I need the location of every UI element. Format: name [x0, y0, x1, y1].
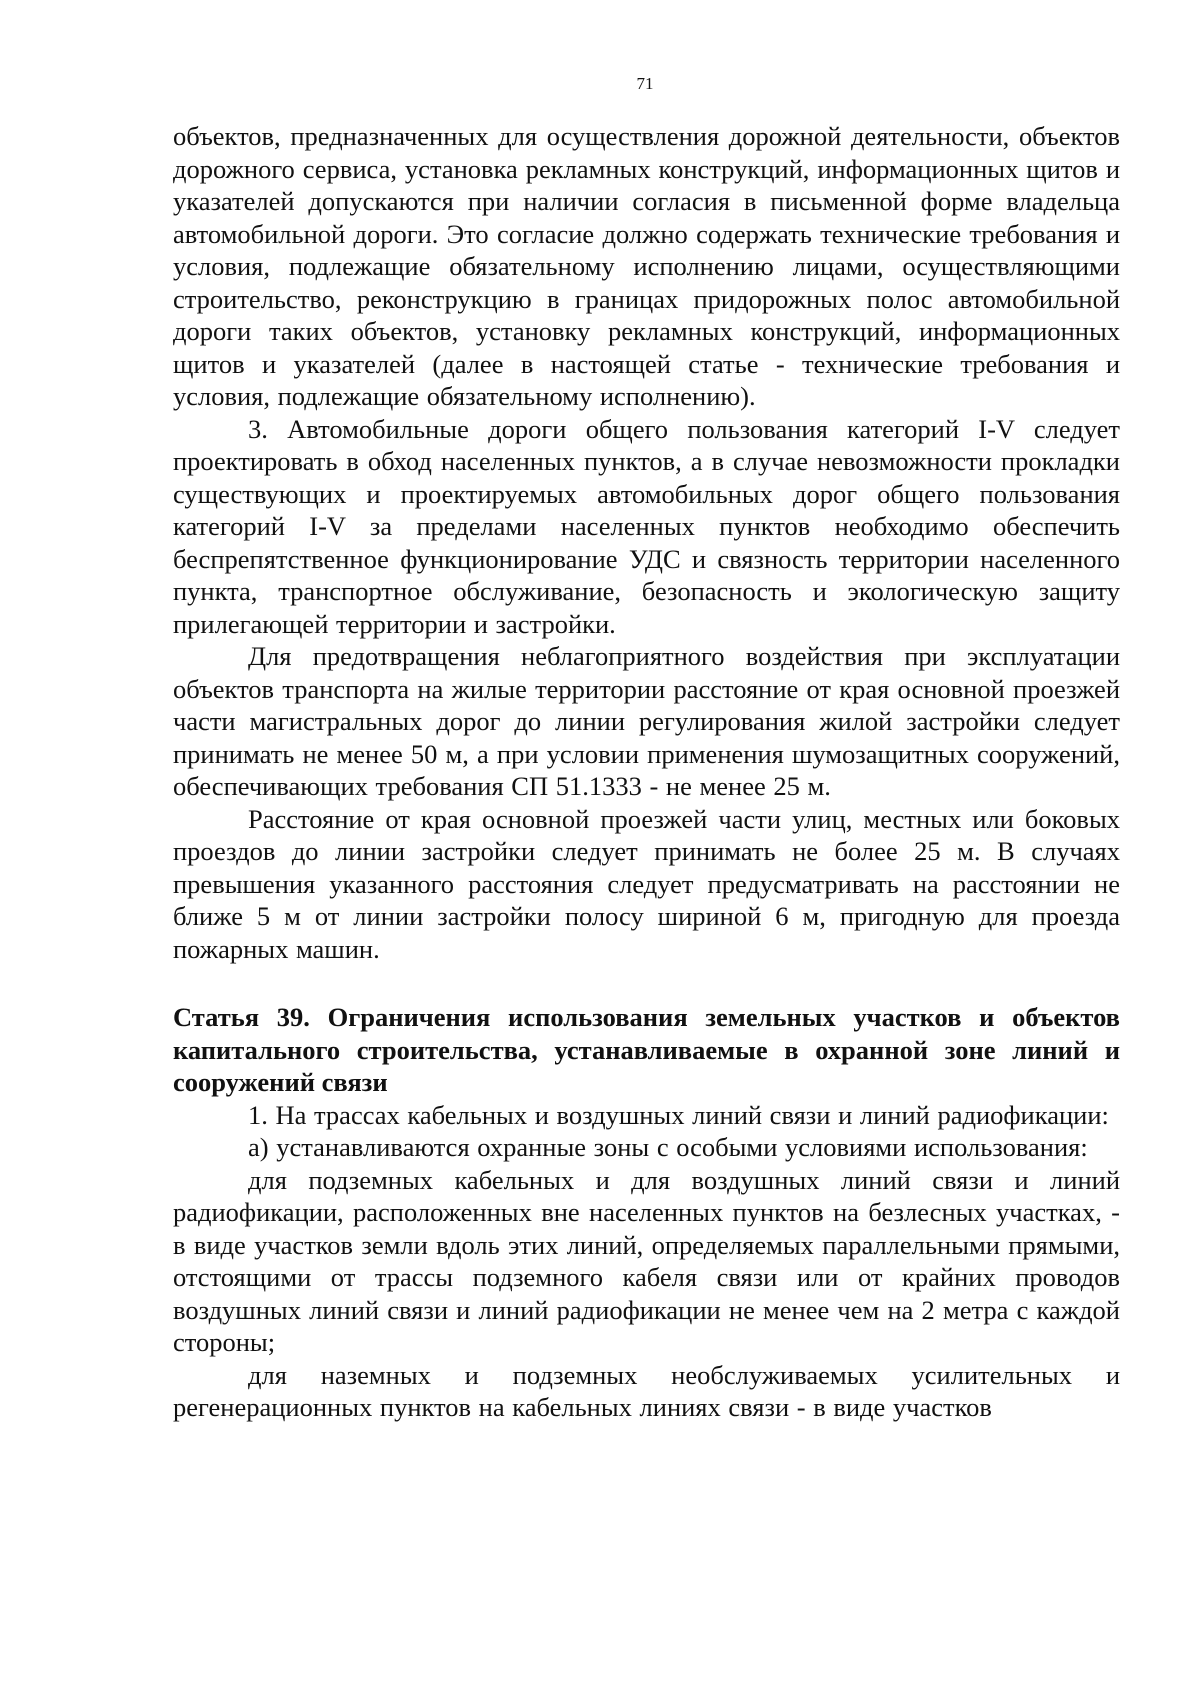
article-heading: Статья 39. Ограничения использования земельных участков и объектов капитального строительства, устанавливаемые в охранной зоне линий и сооружений связи [173, 1002, 1120, 1097]
page-number: 71 [636, 74, 654, 93]
paragraph: 1. На трассах кабельных и воздушных линий связи и линий радиофикации: [248, 1099, 1109, 1130]
paragraph: 3. Автомобильные дороги общего пользования категорий I-V следует проектировать в обход населенных пунктов, а в случае невозможности прокладки существующих и проектируемых автомобильных дорог общего пользования категорий I-V за пределами населенных пунктов необходимо обеспечить беспрепятственное функционирование УДС и связность территории населенного пункта, транспортное обслуживание, безопасность и экологическую защиту прилегающей территории и застройки. [173, 413, 1120, 639]
paragraph: Для предотвращения неблагоприятного воздействия при эксплуатации объектов транспорта на жилые территории расстояние от края основной проезжей части магистральных дорог до линии регулирования жилой застройки следует принимать не менее 50 м, а при условии применения шумозащитных сооружений, обеспечивающих требования СП 51.1333 - не менее 25 м. [173, 641, 1120, 801]
paragraph: а) устанавливаются охранные зоны с особыми условиями использования: [248, 1132, 1088, 1162]
paragraph: объектов, предназначенных для осуществления дорожной деятельности, объектов дорожного сервиса, установка рекламных конструкций, информационных щитов и указателей допускаются при наличии согласия в письменной форме владельца автомобильной дороги. Это согласие должно содержать технические требования и условия, подлежащие обязательному исполнению лицами, осуществляющими строительство, реконструкцию в границах придорожных полос автомобильной дороги таких объектов, установку рекламных конструкций, информационных щитов и указателей (далее в настоящей статье - технические требования и условия, подлежащие обязательному исполнению). [173, 121, 1120, 411]
page-content [173, 120, 1120, 1424]
paragraph: для подземных кабельных и для воздушных линий связи и линий радиофикации, расположенных вне населенных пунктов на безлесных участках, - в виде участков земли вдоль этих линий, определяемых параллельными прямыми, отстоящими от трассы подземного кабеля связи или от крайних проводов воздушных линий связи и линий радиофикации не менее чем на 2 метра с каждой стороны; [173, 1164, 1120, 1357]
paragraph: Расстояние от края основной проезжей части улиц, местных или боковых проездов до линии застройки следует принимать не более 25 м. В случаях превышения указанного расстояния следует предусматривать на расстоянии не ближе 5 м от линии застройки полосу шириной 6 м, пригодную для проезда пожарных машин. [173, 803, 1120, 964]
paragraph: для наземных и подземных необслуживаемых усилительных и регенерационных пунктов на кабельных линиях связи - в виде участков [173, 1359, 1120, 1422]
